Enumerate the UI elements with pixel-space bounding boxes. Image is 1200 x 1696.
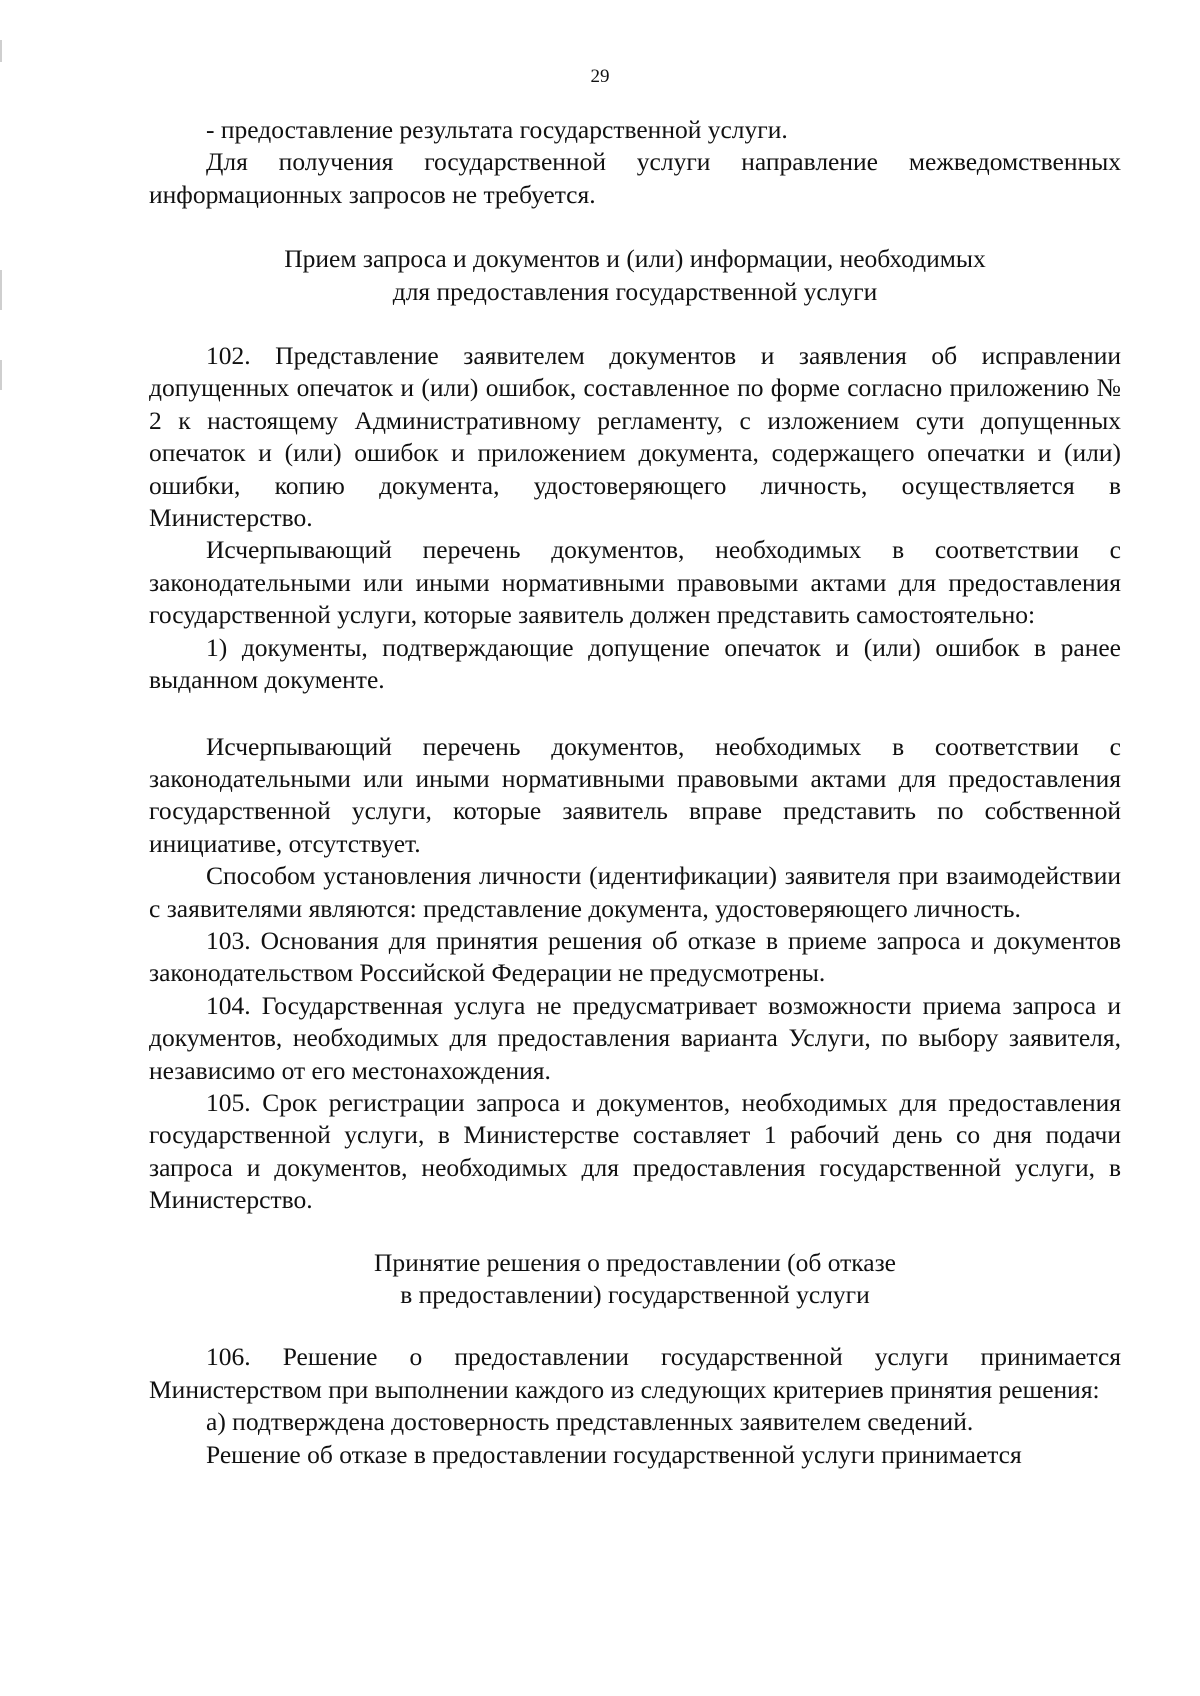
page-number: 29 [590, 66, 610, 87]
paragraph: 103. Основания для принятия решения об отказе в приеме запроса и документов законодательством Российской Федерации не предусмотрены. [149, 925, 1121, 988]
scan-edge-mark [0, 40, 2, 62]
paragraph: 1) документы, подтверждающие допущение опечаток и (или) ошибок в ранее выданном документе. [149, 632, 1121, 695]
paragraph: Решение об отказе в предоставлении государственной услуги принимается [206, 1439, 1022, 1469]
document-body [149, 114, 1121, 1471]
section-heading-line: для предоставления государственной услуги [392, 276, 878, 306]
paragraph: 102. Представление заявителем документов и заявления об исправлении допущенных опечаток и (или) ошибок, составленное по форме согласно приложению № 2 к настоящему Административному регламенту, с изложением сути допущенных опечаток и (или) ошибок и приложением документа, содержащего опечатки и (или) ошибки, копию документа, удостоверяющего личность, осуществляется в Министерство. [149, 341, 1121, 533]
paragraph: Исчерпывающий перечень документов, необходимых в соответствии с законодательными или иными нормативными правовыми актами для предоставления государственной услуги, которые заявитель должен представить самостоятельно: [149, 535, 1121, 630]
scan-edge-mark [0, 270, 2, 310]
scan-edge-mark [0, 360, 2, 390]
section-heading-line: Прием запроса и документов и (или) информации, необходимых [284, 244, 986, 274]
paragraph: Исчерпывающий перечень документов, необходимых в соответствии с законодательными или иными нормативными правовыми актами для предоставления государственной услуги, которые заявитель вправе представить по собственной инициативе, отсутствует. [149, 731, 1121, 858]
paragraph: Для получения государственной услуги направление межведомственных информационных запросов не требуется. [149, 147, 1121, 209]
section-heading-line: Принятие решения о предоставлении (об отказе [374, 1247, 896, 1277]
section-heading [149, 1247, 1121, 1312]
paragraph: Способом установления личности (идентификации) заявителя при взаимодействии с заявителями являются: представление документа, удостоверяющего личность. [149, 861, 1121, 923]
section-heading [149, 243, 1121, 308]
paragraph: 105. Срок регистрации запроса и документов, необходимых для предоставления государственной услуги, в Министерстве составляет 1 рабочий день со дня подачи запроса и документов, необходимых для предоставления государственной услуги, в Министерство. [149, 1087, 1121, 1215]
section-heading-line: в предоставлении) государственной услуги [400, 1280, 870, 1309]
paragraph: а) подтверждена достоверность представленных заявителем сведений. [206, 1407, 974, 1437]
paragraph: 106. Решение о предоставлении государственной услуги принимается Министерством при выполнении каждого из следующих критериев принятия решения: [149, 1342, 1121, 1404]
paragraph: - предоставление результата государственной услуги. [206, 115, 788, 144]
paragraph: 104. Государственная услуга не предусматривает возможности приема запроса и документов, необходимых для предоставления варианта Услуги, по выбору заявителя, независимо от его местонахождения. [149, 990, 1121, 1085]
